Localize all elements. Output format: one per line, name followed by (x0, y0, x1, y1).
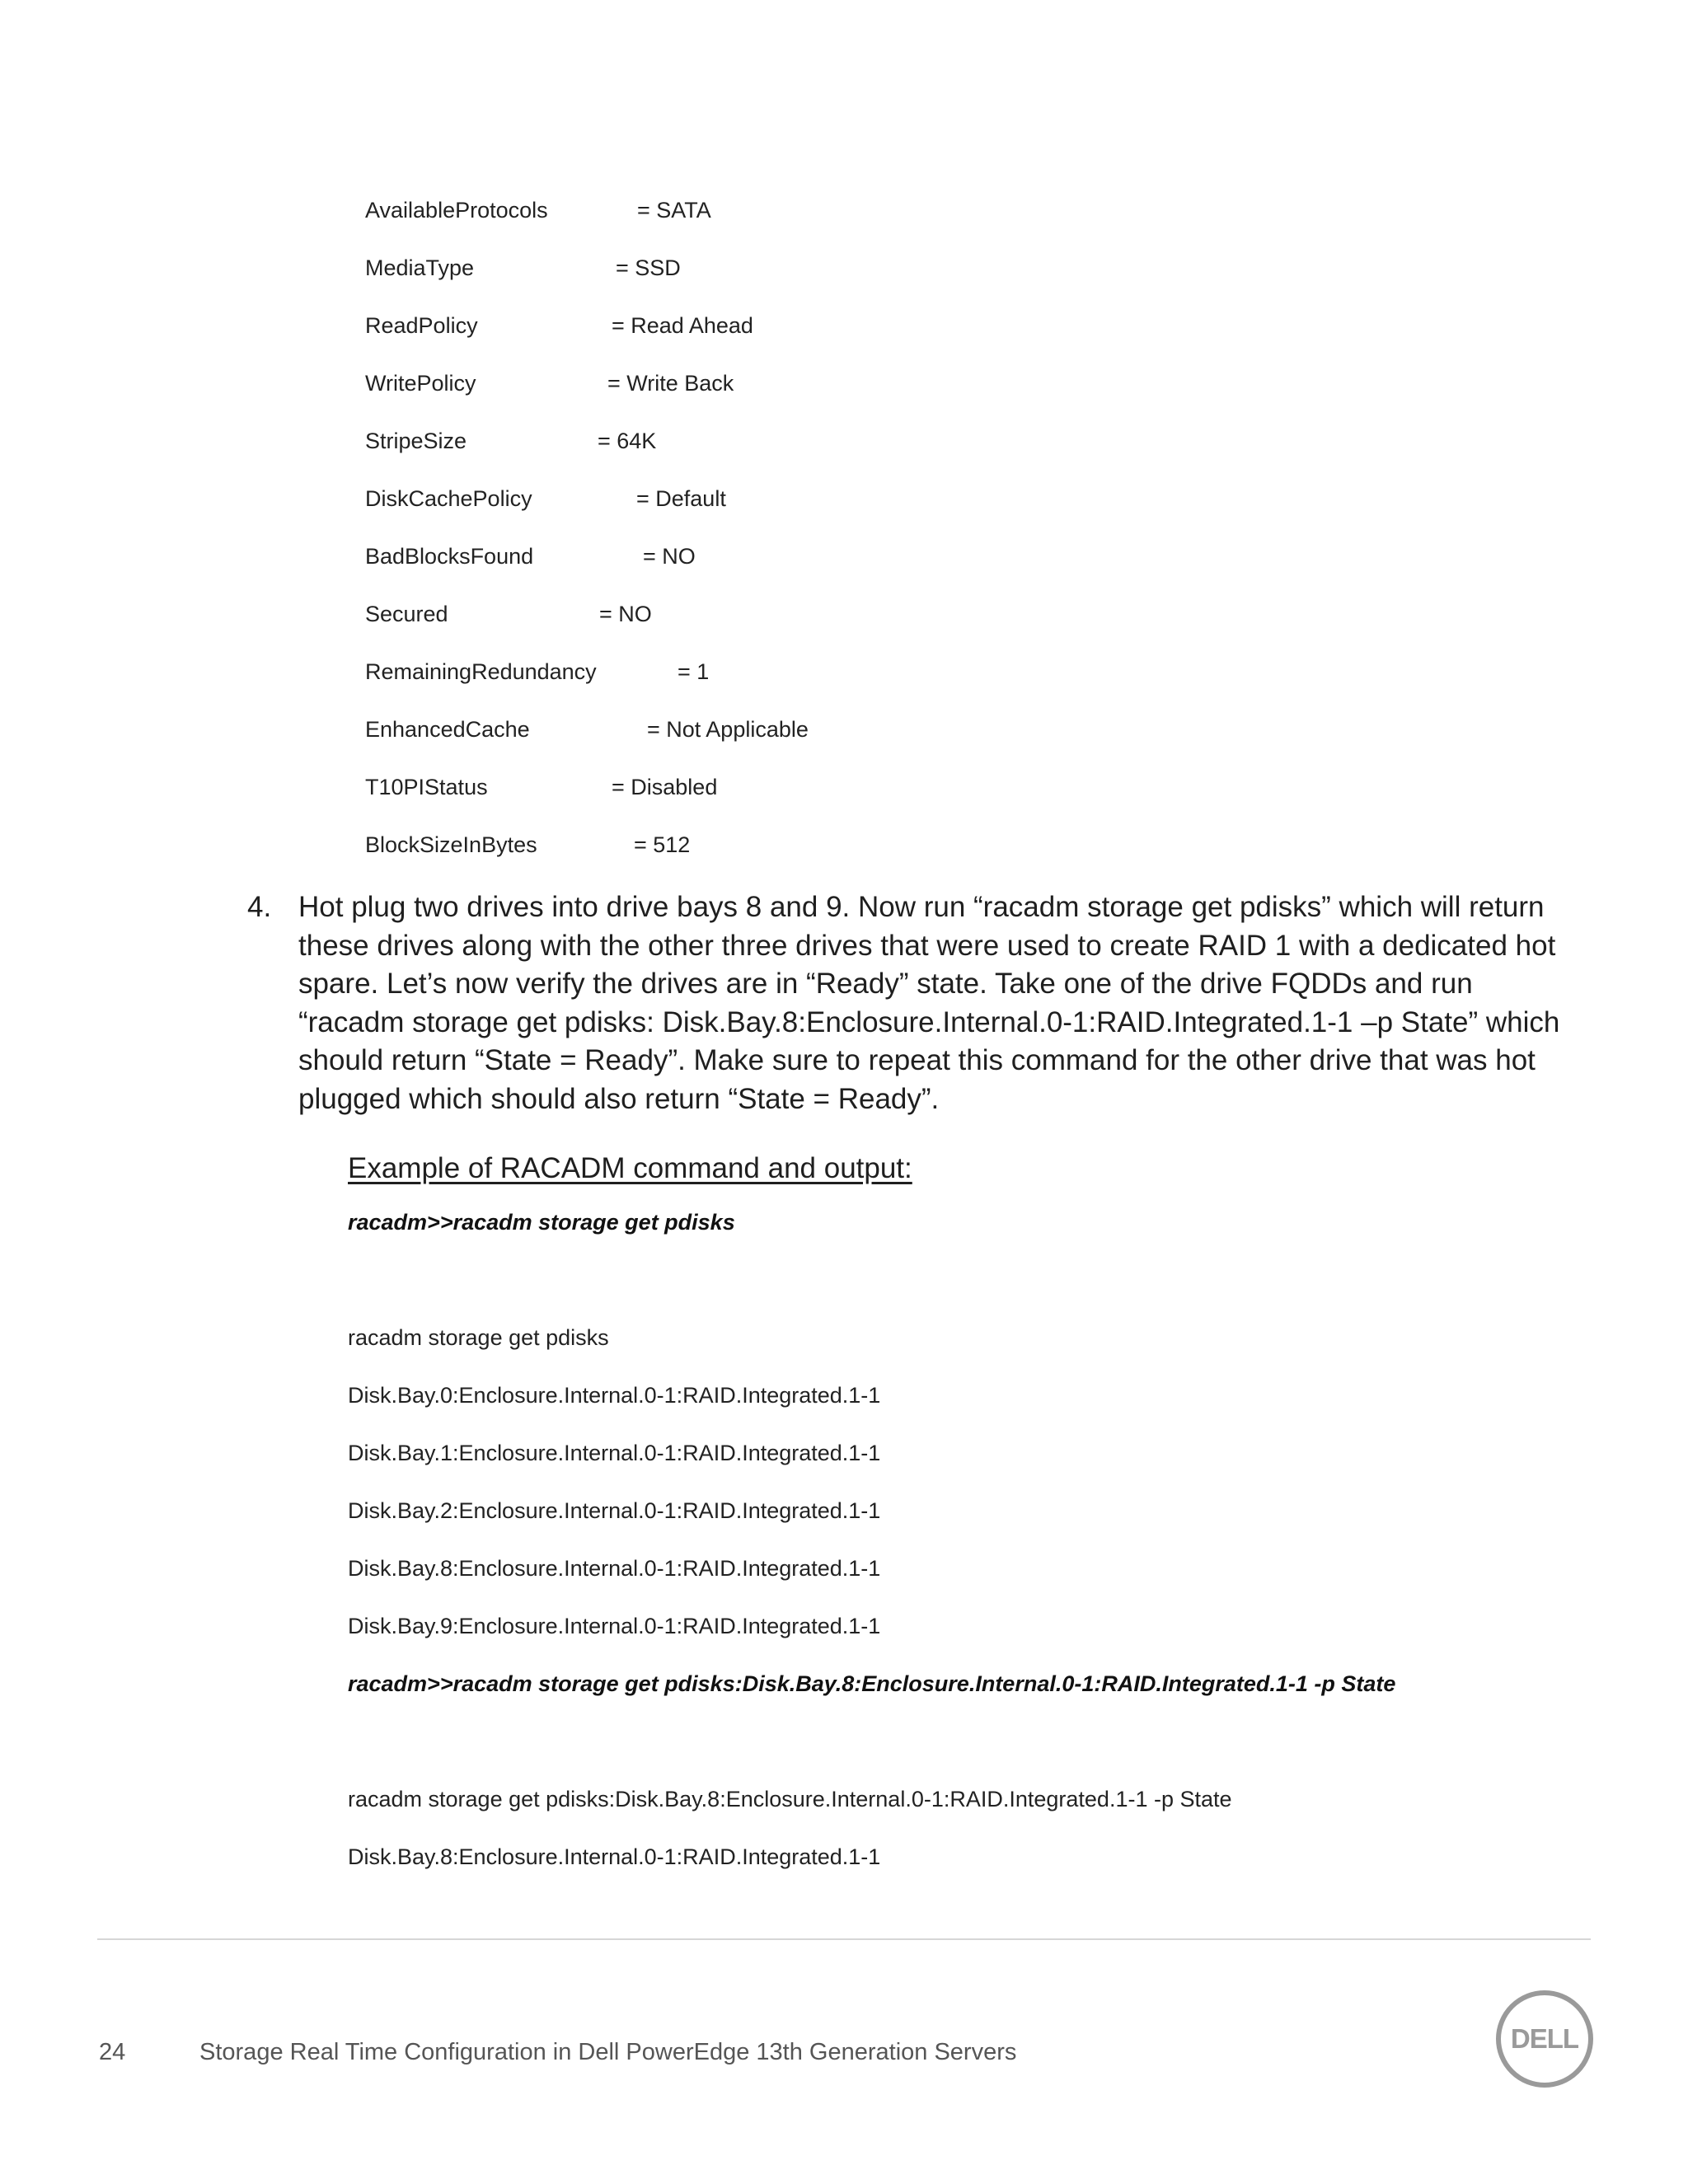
footer-title: Storage Real Time Configuration in Dell PowerEdge 13th Generation Servers (199, 2039, 1017, 2065)
property-name: AvailableProtocols (365, 198, 548, 223)
svg-text:DELL: DELL (1510, 2023, 1579, 2054)
property-name: Secured (365, 602, 448, 626)
property-name: StripeSize (365, 429, 467, 453)
property-name: ReadPolicy (365, 313, 478, 338)
footer-divider (97, 1938, 1591, 1940)
property-value: = NO (643, 544, 696, 569)
command-output-line: Disk.Bay.8:Enclosure.Internal.0-1:RAID.Integrated.1-1 (348, 1556, 881, 1581)
property-value: = NO (599, 602, 652, 626)
property-name: T10PIStatus (365, 775, 488, 799)
property-name: BadBlocksFound (365, 544, 534, 569)
command-output-line: Disk.Bay.8:Enclosure.Internal.0-1:RAID.Integrated.1-1 (348, 1844, 881, 1869)
property-value: = SATA (637, 198, 711, 223)
page-number: 24 (99, 2039, 126, 2065)
property-value: = Not Applicable (647, 717, 809, 742)
command-output-line: racadm storage get pdisks (348, 1325, 609, 1350)
example-heading: Example of RACADM command and output: (348, 1152, 912, 1184)
property-name: MediaType (365, 255, 475, 280)
racadm-command: racadm>>racadm storage get pdisks:Disk.Bay.8:Enclosure.Internal.0-1:RAID.Integrated.1-1 -p State (348, 1671, 1396, 1696)
property-value: = 64K (598, 429, 657, 453)
property-value: = SSD (616, 255, 681, 280)
property-name: WritePolicy (365, 371, 476, 396)
command-output-line: Disk.Bay.1:Enclosure.Internal.0-1:RAID.Integrated.1-1 (348, 1441, 881, 1465)
property-value: = Disabled (612, 775, 718, 799)
property-value: = Read Ahead (612, 313, 753, 338)
dell-logo-icon (1493, 1988, 1596, 2090)
command-output-line: Disk.Bay.0:Enclosure.Internal.0-1:RAID.Integrated.1-1 (348, 1383, 881, 1408)
step-number: 4. (247, 891, 272, 923)
property-name: RemainingRedundancy (365, 659, 597, 684)
racadm-command: racadm>>racadm storage get pdisks (348, 1210, 735, 1235)
step-text: Hot plug two drives into drive bays 8 and 9. Now run “racadm storage get pdisks” which will return these drives along with the other three drives that were used to create RAID 1 with a dedicated hot spare. Let’s now verify the drives are in “Ready” state. Take one of the drive FQDDs and run “racadm storage get pdisks: Disk.Bay.8:Enclosure.Internal.0-1:RAID.Integrated.1-1 –p State” which should return “State = Ready”. Make sure to repeat this command for the other drive that was hot plugged which should also return “State = Ready”. (298, 891, 1560, 1115)
property-name: DiskCachePolicy (365, 486, 532, 511)
property-value: = 1 (678, 659, 710, 684)
command-output-line: racadm storage get pdisks:Disk.Bay.8:Enclosure.Internal.0-1:RAID.Integrated.1-1 -p State (348, 1787, 1232, 1811)
command-output-line: Disk.Bay.9:Enclosure.Internal.0-1:RAID.Integrated.1-1 (348, 1614, 881, 1638)
property-value: = Default (636, 486, 726, 511)
command-output-line: Disk.Bay.2:Enclosure.Internal.0-1:RAID.Integrated.1-1 (348, 1498, 881, 1523)
property-name: BlockSizeInBytes (365, 832, 537, 857)
property-name: EnhancedCache (365, 717, 530, 742)
property-value: = Write Back (607, 371, 734, 396)
property-value: = 512 (634, 832, 691, 857)
